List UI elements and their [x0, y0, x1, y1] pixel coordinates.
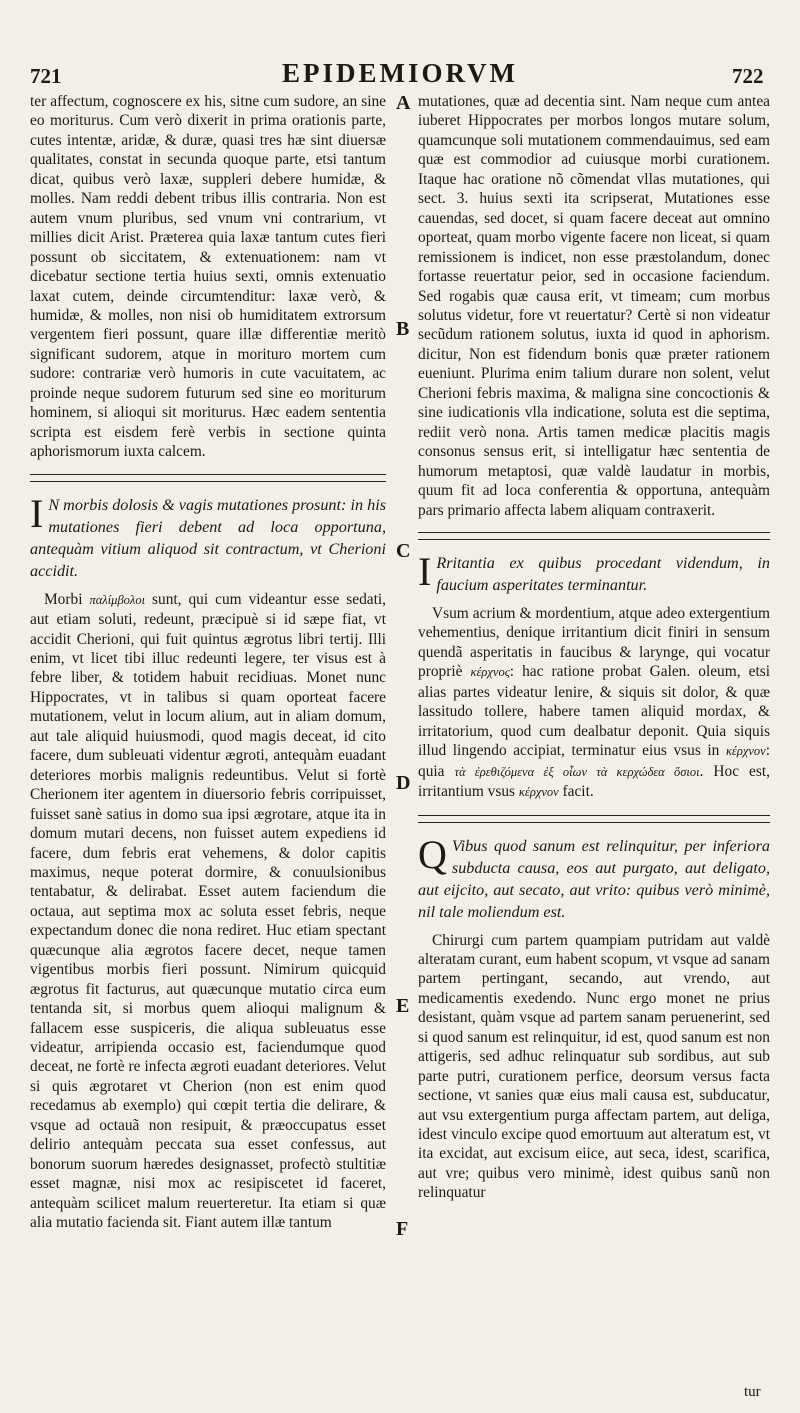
lemma-text	[30, 490, 386, 582]
commentary-continued-right	[418, 92, 770, 520]
paragraph: ter affectum, cognoscere ex his, sitne cum sudore, an sine eo moriturus. Cum verò dixerit in prima orationis parte, cutes intentæ, aridæ, & duræ, quasi tres hæ sint diuersæ qualitates, constat in secunda quoque parte, etsi tantum dicat, quibus verò laxæ, suppleri debere humidæ, & molles. Nam reddi debent tribus illis contraria. Non est autem vnum pluribus, sed vnum vni contrarium, vt millies dicit Arist. Præterea quia laxæ tantum cutes fieri possunt ob siccitatem, & extenuationem: nam vt dicebatur sectione tertia huius sexti, omnis extenuatio laxat cutem, deinde circumtenditur: laxæ verò, & humidæ, & molles, non nisi ob humiditatem extrorsum vergentem fieri possunt, quare illæ differentiæ meritò significant sudorem, atque in morituro mortem cum sudore: contrariæ verò humoris in cute vacuitatem, ac proinde neque sudorem futurum sed sine eo moriturum hominem, si alioqui sit moriturus. Hæc eadem sententia scripta est eisdem ferè verbis in sectione quinta aphorismorum iuxta calcem.	[30, 93, 386, 461]
greek-term: κέρχνον	[518, 785, 559, 800]
margin-letter-c: C	[396, 540, 411, 562]
section-divider	[418, 532, 770, 540]
lemma-body: N morbis dolosis & vagis mutationes prosunt: in his mutationes fieri debent ad loca opportuna, antequàm vitium aliquod sit contractum, vt Cherioni accidit.	[30, 495, 386, 580]
margin-letter-f: F	[396, 1218, 409, 1240]
left-column	[30, 92, 386, 1233]
commentary-continued-left	[30, 92, 386, 462]
text-run: Chirurgi cum partem quampiam putridam aut valdè alteratam curant, eum habent scopum, vt vsque ad sanam partem pertingant, secando, aut vrendo, aut medicamentis exedendo. Nunc ergo monet ne prius desistant, quàm vsque ad partem sanam peruenerint, sed si quod sanum est relinquitur, id est, quod sanum est non attigeris, sed adhuc relinquatur sub sordibus, aut sub parte putri, curationem perfice, deorsum versus facta sectione, vt sanies quæ eius mali causa est, subducatur, aut vsu extergentium purga affectam partem, aut deliga, idest vinculo excipe quod emortuum aut alteratum est, vt ita excidat, aut excisum eiice, aut seca, idest, scarifica, aut vre; quibus vero minimè, idest quibus sanũ non relinquatur	[418, 931, 770, 1202]
margin-letter-e: E	[396, 995, 410, 1017]
margin-letter-b: B	[396, 318, 410, 340]
running-title: EPIDEMIORVM	[281, 58, 519, 88]
commentary-paragraph	[30, 590, 386, 1233]
text-run: facit.	[558, 783, 594, 801]
lemma-body: Rritantia ex quibus procedant videndum, in faucium asperitates terminantur.	[436, 553, 770, 594]
margin-letter-d: D	[396, 772, 411, 794]
margin-letter-a: A	[396, 92, 411, 114]
greek-term: κέρχνον	[725, 744, 766, 759]
commentary-paragraph	[418, 931, 770, 1203]
catchword: tur	[744, 1384, 761, 1400]
text-run: sunt, qui cum videantur esse sedati, aut etiam soluti, redeunt, præcipuè si id sæpe fiat, vt accidit Cherioni, qui fuit quintus ægrotus libri tertij. Illi enim, vt licet tibi illuc redeunti legere, ter visus est à febre liber, & totidem habuit recidiuas. Monet nunc Hippocrates, vt in talibus si quam oporteat facere mutationem, velut in locum alium, aut in aliam domum, aut tale aliquid huiusmodi, quod magis deceat, id cito facere, dum subleuati videntur ægroti, antequàm euadant deteriores morbis malignis redeuntibus. Velut si fortè Cherionem iter agentem in diuersorio febris corripuisset, fuisset sanè satius in domo sua ipsi ægrotare, atque ita in domum mutari decens, non fuisset autem expediens id facere, dum febris erat vehemens, & dolor capitis maximus, neque poterat dormire, & conuulsionibus tentabatur, & delirabat. Esset autem faciendum die octaua, aut septima mox ac soluta esset febris, neque expectandum donec die nona rediret. Huc etiam spectant quæcunque alia ægrotos facere decet, neque tamen vigentibus morbis fieri possunt. Nimirum quicquid ægrotus fit facturus, aut quæcunque mutatio circa eum tentanda sit, si morbus quem alioqui malignum & fallacem esse suspiceris, die aliqua subleuatus esse videatur, arripienda occasio est, faciendumque quod deceat, ne fortè re infecta ægroti euadant deteriores. Velut si quis ægrotaret vt Cherion (non est enim quod recedamus ab exemplo) qui cœpit tertia die delirare, & vsque ad octauã non resipuit, & præoccupatus esset delirio antequàm peccata sua esset confessus, aut bonorum suorum hæredes designasset, profectò stultitiæ esset magnæ, nisi mox ac resipiscetet id faceret, antequàm scilicet malum reuerteretur. Ita etiam si quæ alia mutatio facienda sit. Fiant autem illæ tantum	[30, 590, 387, 1232]
lemma-body: Vibus quod sanum est relinquitur, per inferiora subducta causa, eos aut purgato, aut deligato, aut eijcito, aut secato, aut vrito: quibus verò minimè, nil tale moliendum est.	[418, 836, 770, 921]
drop-cap: I	[30, 490, 44, 536]
page-number-right: 722	[732, 64, 764, 88]
text-run: Morbi	[44, 590, 90, 608]
text-run: : hac ratione probat Galen. oleum, etsi alias partes videatur lenire, & siquis sit dolor, & quæ lassitudo tollere, habere tamen aliquid mordax, & irritatorium, quod cum dealbatur deponit. Quia siquis illud lingendo accipiat, terminatur eius vsus in	[418, 663, 770, 760]
lemma-text	[418, 548, 770, 596]
text-run: Vsum acrium & mordentium, atque adeo extergentium vehementius, denique irritantium dicit finiri in sensum quendã asperitatis in faucibus & larynge, qui vocatur propriè	[418, 604, 770, 681]
page-number-left: 721	[30, 64, 62, 88]
drop-cap: I	[418, 548, 432, 594]
right-column	[418, 92, 770, 1203]
greek-term: παλίμβολοι	[89, 592, 146, 607]
text-run: : quia	[418, 742, 770, 780]
commentary-paragraph	[418, 604, 770, 803]
section-divider	[418, 815, 770, 823]
text-run: . Hoc est, irritantium vsus	[418, 762, 770, 801]
running-header	[0, 58, 800, 94]
greek-term: κέρχνος	[470, 665, 510, 680]
section-divider	[30, 474, 386, 482]
lemma-text	[418, 831, 770, 923]
greek-phrase: τὰ ἐρεθιζόμενα ἐξ οἷων τὰ κερχώδεα ὅσιοι	[454, 764, 700, 779]
drop-cap: Q	[418, 831, 447, 877]
paragraph: mutationes, quæ ad decentia sint. Nam neque cum antea iuberet Hippocrates per morbos longos mutare solum, quamcunque soli mutationem commendauimus, sed eam quæ est commodior ad cuiusque morbi curationem. Itaque hac oratione nõ cõmendat vllas mutationes, qui sect. 3. huius sexti ita scripserat, Mutationes esse cauendas, sed docet, si quam facere deceat aut omnino oporteat, quam morbo vigente facere non liceat, si quam remissionem is indicet, non esse præstolandum, donec fortasse reuertatur peior, sed in occasione faciendum. Sed rogabis quæ causa erit, vt timeam; cum morbus solutus videtur, fore vt reuertatur? Certè si non videatur secũdum rationem solutus, iuxta id quod in aphorism. dicitur, Non est fidendum bonis quæ præter rationem eueniunt. Plurima enim talium durare non solent, velut Cherioni febris maxima, & maligna sine concoctionis & sine iudicationis vlla indicatione, soluta est die septima, rediit verò nona. Artis tamen medicæ placitis magis consonus sensus erit, si intelligatur hæc sententia de humorum metaptosi, quæ valdè laudatur in morbis, quum fit ad loca conferentia & opportuna, antequàm pars primario affecta labem aliquam contraxerit.	[418, 93, 770, 519]
